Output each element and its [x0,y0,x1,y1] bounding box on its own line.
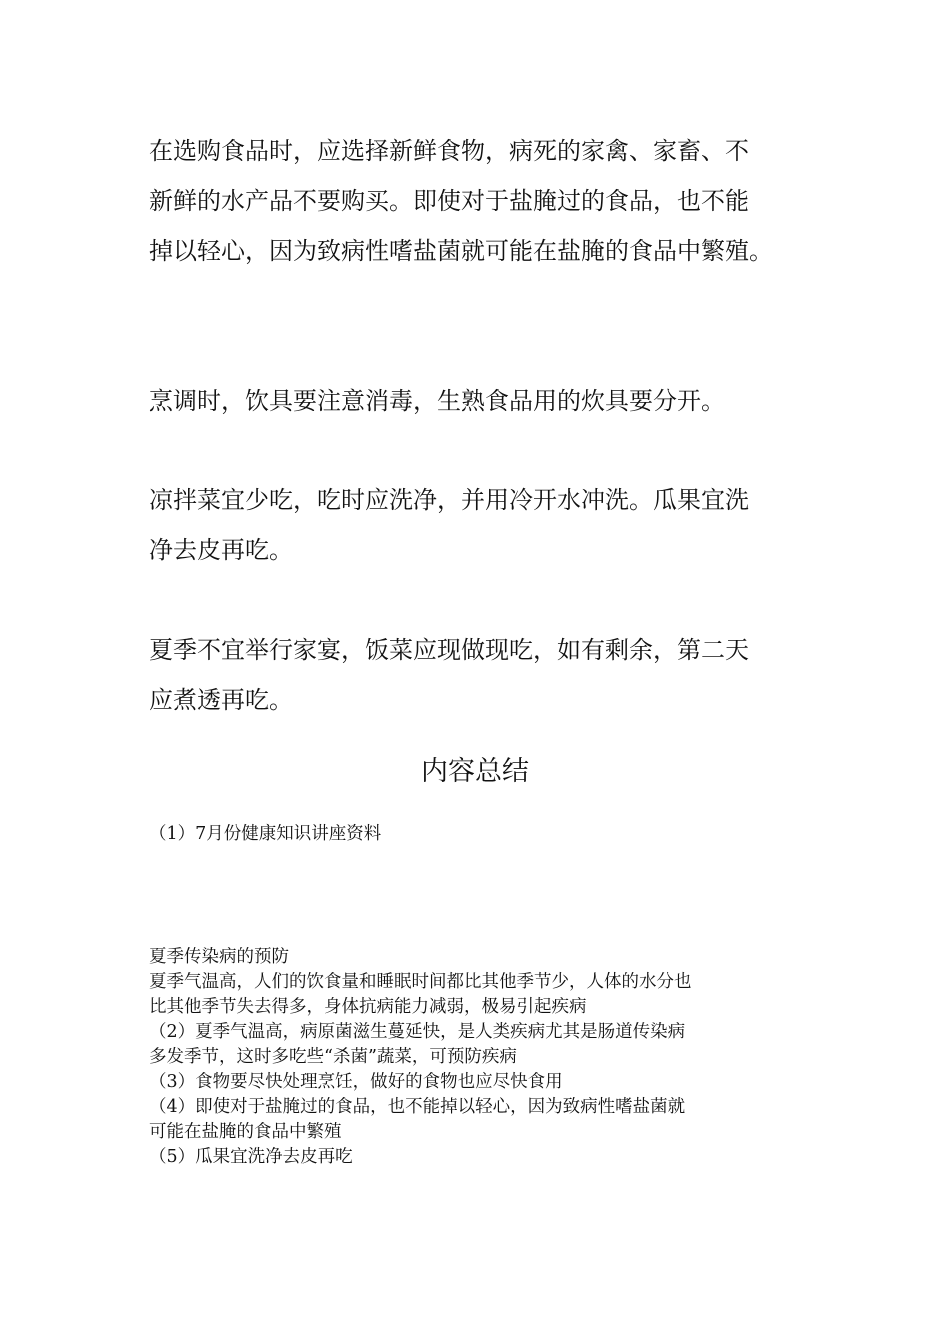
summary-line: 夏季传染病的预防 [149,947,289,967]
summary-line: 比其他季节失去得多，身体抗病能力减弱，极易引起疾病 [149,997,587,1017]
paragraph-cooking [149,376,809,426]
text-line: 新鲜的水产品不要购买。即使对于盐腌过的食品，也不能 [149,187,749,215]
text-line: 掉以轻心，因为致病性嗜盐菌就可能在盐腌的食品中繁殖。 [149,237,773,265]
text-line: 净去皮再吃。 [149,536,293,564]
summary-block [149,945,819,1170]
paragraph-cold-dishes [149,475,809,575]
summary-heading: 内容总结 [421,756,529,787]
text-line: 烹调时，饮具要注意消毒，生熟食品用的炊具要分开。 [149,387,725,415]
text-line: 应煮透再吃。 [149,686,293,714]
summary-line: （2）夏季气温高，病原菌滋生蔓延快，是人类疾病尤其是肠道传染病 [149,1022,686,1042]
summary-line: （3）食物要尽快处理烹饪，做好的食物也应尽快食用 [149,1072,563,1092]
paragraph-banquet [149,625,809,725]
text-line: 凉拌菜宜少吃，吃时应洗净，并用冷开水冲洗。瓜果宜洗 [149,486,749,514]
summary-line: （5）瓜果宜洗净去皮再吃 [149,1147,353,1167]
summary-line: 多发季节，这时多吃些“杀菌”蔬菜，可预防疾病 [149,1047,517,1067]
summary-line: 夏季气温高，人们的饮食量和睡眠时间都比其他季节少，人体的水分也 [149,972,692,992]
summary-line: 可能在盐腌的食品中繁殖 [149,1122,342,1142]
summary-item-1: （1）7月份健康知识讲座资料 [149,824,382,844]
text-line: 在选购食品时，应选择新鲜食物，病死的家禽、家畜、不 [149,137,749,165]
text-line: 夏季不宜举行家宴，饭菜应现做现吃，如有剩余，第二天 [149,636,749,664]
paragraph-food-selection [149,126,809,276]
summary-line: （4）即使对于盐腌过的食品，也不能掉以轻心，因为致病性嗜盐菌就 [149,1097,686,1117]
